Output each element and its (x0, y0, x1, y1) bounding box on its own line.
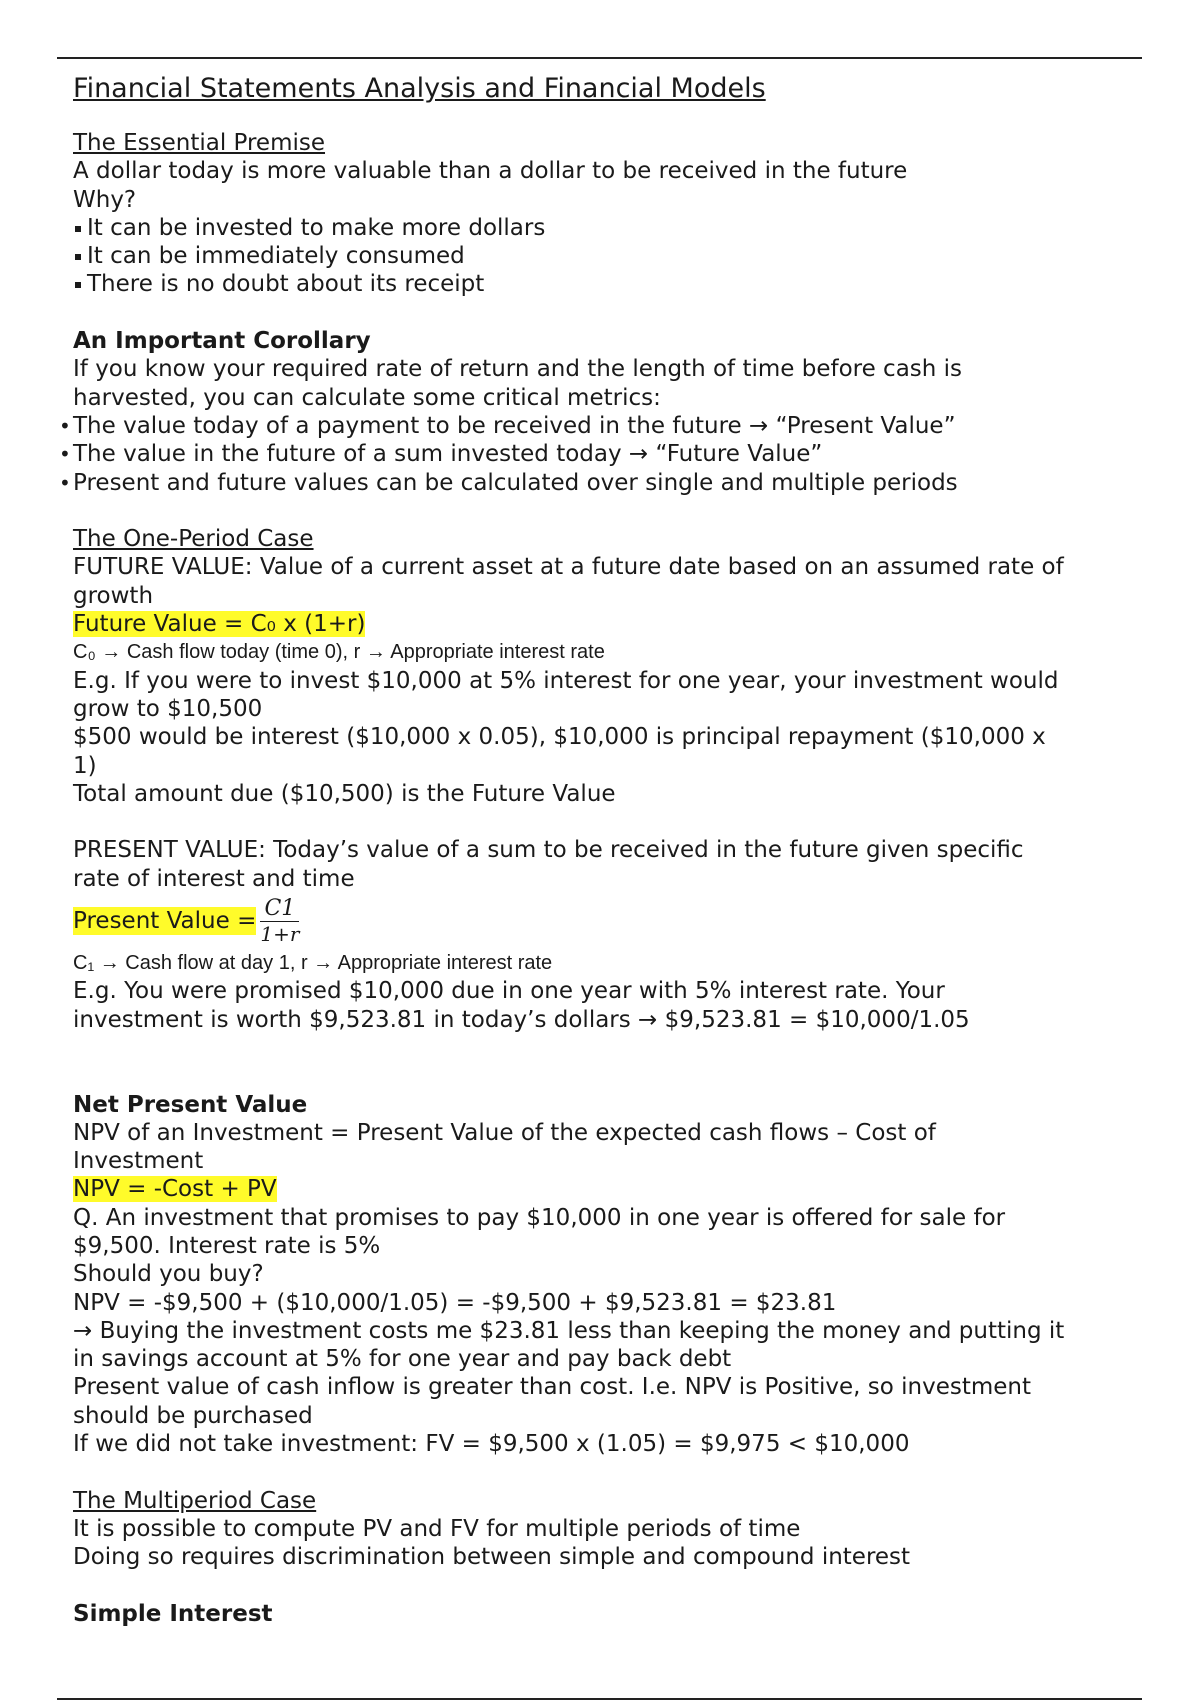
corollary-intro-1: If you know your required rate of return and the length of time before cash is (73, 356, 963, 383)
essential-bullet-1: It can be invested to make more dollars (73, 214, 1133, 242)
fv-definition-1: FUTURE VALUE: Value of a current asset at a future date based on an assumed rate of (73, 554, 1064, 581)
essential-bullet-2: It can be immediately consumed (73, 242, 1133, 270)
npv-answer-5: If we did not take investment: FV = $9,500 x (1.05) = $9,975 < $10,000 (73, 1431, 910, 1458)
npv-formula: NPV = -Cost + PV (73, 1176, 277, 1203)
npv-question-2: $9,500. Interest rate is 5% (73, 1232, 381, 1259)
multiperiod-heading: The Multiperiod Case (73, 1487, 317, 1514)
page-title: Financial Statements Analysis and Financial Models (73, 73, 766, 104)
corollary-heading: An Important Corollary (73, 328, 371, 355)
top-rule (57, 57, 1142, 59)
essential-bullet-3: There is no doubt about its receipt (73, 270, 1133, 298)
pv-variables: C₁ → Cash flow at day 1, r → Appropriate interest rate (73, 952, 553, 975)
multiperiod-line-2: Doing so requires discrimination between simple and compound interest (73, 1544, 911, 1571)
pv-definition-2: rate of interest and time (73, 865, 355, 892)
simple-interest-heading: Simple Interest (73, 1600, 273, 1627)
pv-fraction (260, 897, 299, 946)
npv-answer-1: → Buying the investment costs me $23.81 less than keeping the money and putting it (73, 1317, 1065, 1344)
fv-example-4: 1) (73, 752, 97, 779)
corollary-bullet-1: • The value today of a payment to be received in the future → “Present Value” (59, 412, 1133, 440)
pv-denominator: 1+r (260, 921, 300, 946)
npv-answer-4: should be purchased (73, 1402, 313, 1429)
npv-question-3: Should you buy? (73, 1261, 264, 1288)
fv-formula: Future Value = C₀ x (1+r) (73, 611, 366, 638)
pv-formula-label: Present Value = (73, 907, 257, 934)
pv-numerator: C1 (260, 897, 299, 922)
pv-example-1: E.g. You were promised $10,000 due in one year with 5% interest rate. Your (73, 978, 945, 1005)
corollary-bullet-2: • The value in the future of a sum invested today → “Future Value” (59, 440, 1133, 468)
one-period-heading: The One-Period Case (73, 526, 314, 553)
npv-answer-2: in savings account at 5% for one year and pay back debt (73, 1346, 732, 1373)
npv-calculation: NPV = -$9,500 + ($10,000/1.05) = -$9,500 + $9,523.81 = $23.81 (73, 1289, 837, 1316)
corollary-bullet-3: • Present and future values can be calculated over single and multiple periods (59, 469, 1133, 497)
fv-example-1: E.g. If you were to invest $10,000 at 5% interest for one year, your investment would (73, 667, 1059, 694)
fv-example-2: grow to $10,500 (73, 695, 263, 722)
essential-line-2: Why? (73, 186, 137, 213)
npv-definition-2: Investment (73, 1148, 204, 1175)
document-body (73, 69, 1133, 1628)
fv-example-3: $500 would be interest ($10,000 x 0.05), $10,000 is principal repayment ($10,000 x (73, 724, 1046, 751)
corollary-intro-2: harvested, you can calculate some critical metrics: (73, 384, 661, 411)
npv-heading: Net Present Value (73, 1091, 308, 1118)
pv-example-2: investment is worth $9,523.81 in today’s dollars → $9,523.81 = $10,000/1.05 (73, 1006, 970, 1033)
npv-question-1: Q. An investment that promises to pay $10,000 in one year is offered for sale for (73, 1204, 1006, 1231)
fv-variables: C₀ → Cash flow today (time 0), r → Appropriate interest rate (73, 641, 605, 664)
npv-definition-1: NPV of an Investment = Present Value of the expected cash flows – Cost of (73, 1119, 936, 1146)
npv-answer-3: Present value of cash inflow is greater than cost. I.e. NPV is Positive, so investment (73, 1374, 1032, 1401)
fv-example-5: Total amount due ($10,500) is the Future Value (73, 780, 616, 807)
essential-line-1: A dollar today is more valuable than a dollar to be received in the future (73, 158, 908, 185)
pv-formula (73, 893, 1133, 949)
pv-definition-1: PRESENT VALUE: Today’s value of a sum to be received in the future given specific (73, 837, 1024, 864)
fv-definition-2: growth (73, 582, 154, 609)
essential-heading: The Essential Premise (73, 130, 326, 156)
multiperiod-line-1: It is possible to compute PV and FV for multiple periods of time (73, 1515, 801, 1542)
